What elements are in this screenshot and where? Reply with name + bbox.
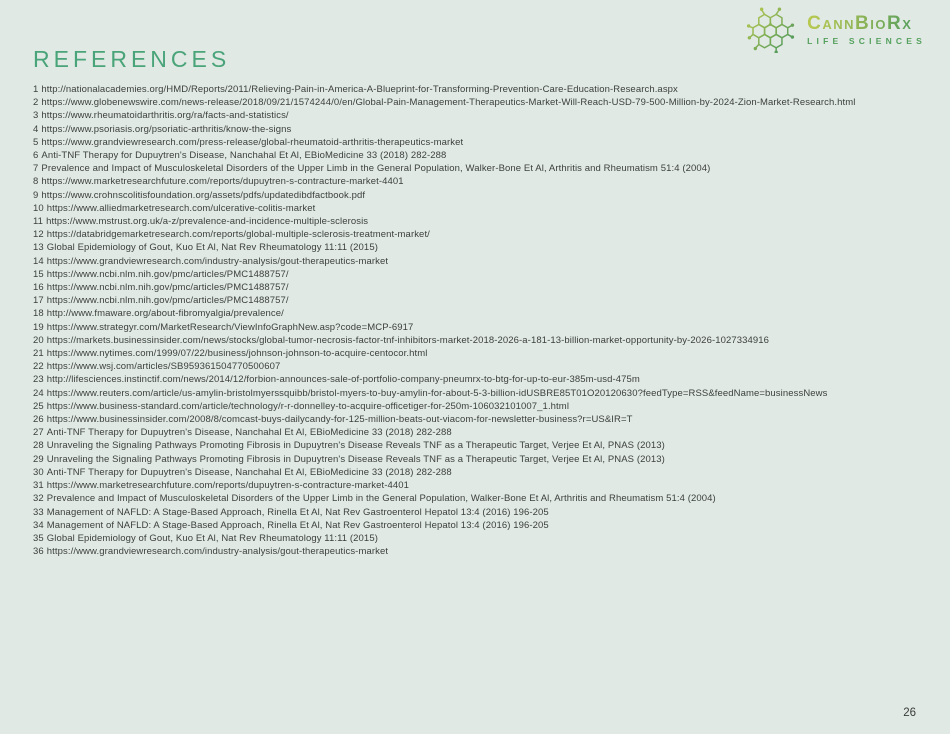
reference-text: http://nationalacademies.org/HMD/Reports/2011/Relieving-Pain-in-America-A-Blueprint-for-Transforming-Prevention-Care-Education-Research.aspx [41,84,678,95]
reference-item [33,255,930,268]
reference-number: 36 [33,546,44,558]
reference-item [33,532,930,545]
reference-item [33,307,930,320]
reference-item [33,123,930,136]
reference-text: Global Epidemiology of Gout, Kuo Et Al, Nat Rev Rheumatology 11:11 (2015) [46,242,378,254]
references-list [33,83,930,558]
reference-number: 4 [33,123,39,135]
reference-text: https://databridgemarketresearch.com/reports/global-multiple-sclerosis-treatment-market/ [46,229,430,241]
reference-item [33,413,930,426]
reference-text: Unraveling the Signaling Pathways Promoting Fibrosis in Dupuytren's Disease Reveals TNF as a Therapeutic Target, Verjee Et Al, PNAS (2013) [46,453,665,465]
reference-text: Management of NAFLD: A Stage-Based Approach, Rinella Et Al, Nat Rev Gastroenterol Hepatol 13:4 (2016) 196-205 [46,519,549,531]
reference-text: Anti-TNF Therapy for Dupuytren's Disease, Nanchahal Et Al, EBioMedicine 33 (2018) 282-288 [46,427,452,439]
reference-text: Global Epidemiology of Gout, Kuo Et Al, Nat Rev Rheumatology 11:11 (2015) [46,532,378,544]
reference-item [33,466,930,479]
reference-number: 9 [33,189,39,201]
reference-number: 7 [33,163,39,175]
reference-item [33,83,930,96]
reference-item [33,162,930,175]
reference-number: 5 [33,136,39,148]
hexagon-molecule-icon [743,7,801,53]
reference-number: 17 [33,295,44,307]
page-number: 26 [903,707,916,719]
reference-number: 26 [33,414,44,426]
reference-text: https://www.strategyr.com/MarketResearch/ViewInfoGraphNew.asp?code=MCP-6917 [46,321,414,333]
reference-item [33,545,930,558]
reference-number: 33 [33,506,44,518]
reference-item [33,453,930,466]
reference-item [33,136,930,149]
reference-item [33,202,930,215]
reference-text: https://www.ncbi.nlm.nih.gov/pmc/articles/PMC1488757/ [46,268,289,280]
reference-text: Prevalence and Impact of Musculoskeletal Disorders of the Upper Limb in the General Population, Walker-Bone Et Al, Arthritis and Rheumatism 51:4 (2004) [41,163,711,175]
reference-number: 20 [33,334,44,346]
logo-name: CannBioRx [807,14,926,33]
reference-text: https://www.crohnscolitisfoundation.org/assets/pdfs/updatedibdfactbook.pdf [41,189,366,201]
reference-item [33,321,930,334]
reference-item [33,479,930,492]
reference-text: https://www.ncbi.nlm.nih.gov/pmc/articles/PMC1488757/ [46,282,289,294]
reference-number: 2 [33,97,39,109]
reference-text: https://markets.businessinsider.com/news/stocks/global-tumor-necrosis-factor-tnf-inhibitors-market-2018-2026-a-181-13-billion-market-opportunity-by-2026-1027334916 [46,334,770,346]
reference-item [33,373,930,386]
reference-number: 29 [33,453,44,465]
reference-number: 35 [33,532,44,544]
reference-number: 25 [33,400,44,412]
reference-item [33,268,930,281]
reference-text: Unraveling the Signaling Pathways Promoting Fibrosis in Dupuytren's Disease Reveals TNF as a Therapeutic Target, Verjee Et Al, PNAS (2013) [46,440,665,452]
reference-item [33,347,930,360]
reference-number: 23 [33,374,44,386]
reference-number: 18 [33,308,44,320]
reference-number: 16 [33,282,44,294]
reference-text: https://www.grandviewresearch.com/industry-analysis/gout-therapeutics-market [46,546,389,558]
reference-text: https://www.reuters.com/article/us-amylin-bristolmyerssquibb/bristol-myers-to-buy-amylin-for-about-5-3-billion-idUSBRE85T01O20120630?feedType=RSS&feedName=businessNews [46,387,828,399]
reference-item [33,400,930,413]
reference-item [33,492,930,505]
reference-text: https://www.grandviewresearch.com/press-release/global-rheumatoid-arthritis-therapeutics-market [41,136,464,148]
reference-text: https://www.rheumatoidarthritis.org/ra/facts-and-statistics/ [41,110,289,122]
reference-item [33,175,930,188]
reference-text: https://www.grandviewresearch.com/industry-analysis/gout-therapeutics-market [46,255,389,267]
reference-text: https://www.alliedmarketresearch.com/ulcerative-colitis-market [46,202,316,214]
reference-text: https://www.wsj.com/articles/SB959361504770500607 [46,361,281,373]
cannbiorx-logo [743,7,926,53]
logo-text [807,14,926,46]
reference-item [33,506,930,519]
reference-item [33,519,930,532]
reference-text: https://www.globenewswire.com/news-release/2018/09/21/1574244/0/en/Global-Pain-Management-Therapeutics-Market-Will-Reach-USD-79-500-Million-by-2024-Zion-Market-Research.html [41,97,856,109]
reference-number: 32 [33,493,44,505]
reference-item [33,215,930,228]
reference-number: 1 [33,84,39,95]
reference-item [33,149,930,162]
page-title: REFERENCES [33,46,231,72]
reference-number: 8 [33,176,39,188]
reference-text: http://lifesciences.instinctif.com/news/2014/12/forbion-announces-sale-of-portfolio-company-pneumrx-to-btg-for-up-to-eur-385m-usd-475m [46,374,640,386]
reference-number: 19 [33,321,44,333]
reference-number: 34 [33,519,44,531]
reference-item [33,387,930,400]
reference-item [33,334,930,347]
logo-tagline: LIFE SCIENCES [807,36,926,47]
reference-text: Prevalence and Impact of Musculoskeletal Disorders of the Upper Limb in the General Population, Walker-Bone Et Al, Arthritis and Rheumatism 51:4 (2004) [46,493,716,505]
reference-item [33,281,930,294]
reference-number: 15 [33,268,44,280]
reference-number: 11 [33,216,44,228]
reference-text: http://www.fmaware.org/about-fibromyalgia/prevalence/ [46,308,284,320]
reference-number: 3 [33,110,39,122]
reference-item [33,96,930,109]
reference-text: Management of NAFLD: A Stage-Based Approach, Rinella Et Al, Nat Rev Gastroenterol Hepatol 13:4 (2016) 196-205 [46,506,549,518]
reference-number: 14 [33,255,44,267]
reference-item [33,228,930,241]
reference-item [33,426,930,439]
reference-text: Anti-TNF Therapy for Dupuytren's Disease, Nanchahal Et Al, EBioMedicine 33 (2018) 282-288 [41,150,447,162]
reference-item [33,294,930,307]
reference-number: 13 [33,242,44,254]
reference-item [33,439,930,452]
reference-text: https://www.psoriasis.org/psoriatic-arthritis/know-the-signs [41,123,292,135]
reference-number: 28 [33,440,44,452]
reference-item [33,109,930,122]
reference-text: https://www.marketresearchfuture.com/reports/dupuytren-s-contracture-market-4401 [46,480,410,492]
reference-number: 30 [33,466,44,478]
reference-number: 10 [33,202,44,214]
reference-number: 31 [33,480,44,492]
reference-text: https://www.ncbi.nlm.nih.gov/pmc/articles/PMC1488757/ [46,295,289,307]
reference-number: 24 [33,387,44,399]
reference-item [33,360,930,373]
reference-text: https://www.nytimes.com/1999/07/22/business/johnson-johnson-to-acquire-centocor.html [46,348,428,360]
reference-number: 6 [33,150,39,162]
reference-text: https://www.business-standard.com/article/technology/r-r-donnelley-to-acquire-officetiger-for-250m-106032101007_1.html [46,400,570,412]
reference-number: 12 [33,229,44,241]
reference-item [33,189,930,202]
reference-number: 27 [33,427,44,439]
reference-text: Anti-TNF Therapy for Dupuytren's Disease, Nanchahal Et Al, EBioMedicine 33 (2018) 282-288 [46,466,452,478]
reference-text: https://www.marketresearchfuture.com/reports/dupuytren-s-contracture-market-4401 [41,176,404,188]
reference-text: https://www.mstrust.org.uk/a-z/prevalence-and-incidence-multiple-sclerosis [46,216,369,228]
reference-number: 21 [33,348,44,360]
reference-text: https://www.businessinsider.com/2008/8/comcast-buys-dailycandy-for-125-million-beats-out-viacom-for-newsletter-business?r=US&IR=T [46,414,633,426]
reference-item [33,241,930,254]
reference-number: 22 [33,361,44,373]
